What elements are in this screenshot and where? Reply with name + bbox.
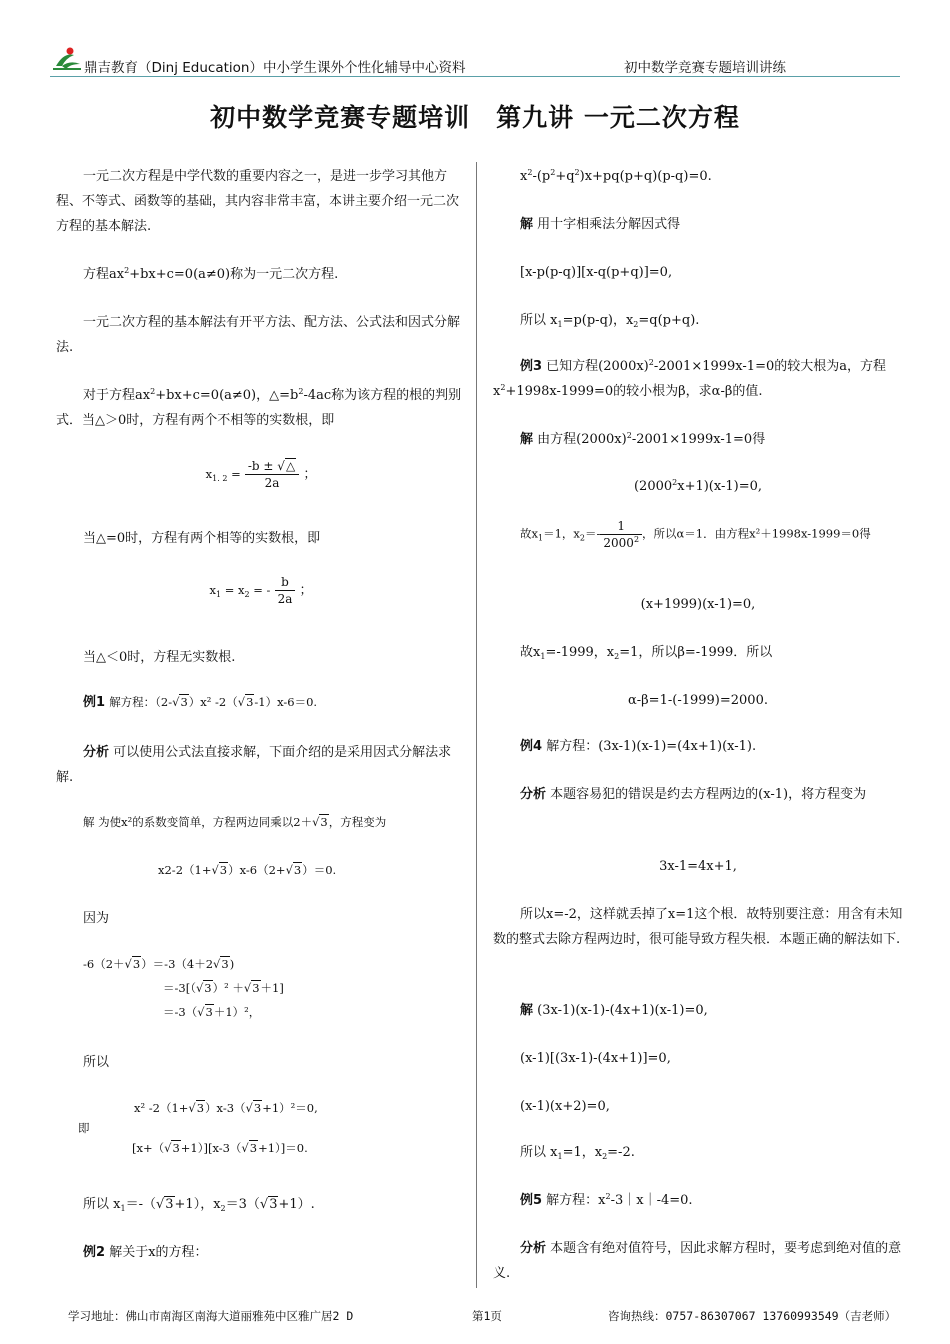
solution-3-beta: 故$x_1=-1999$，$x_2=1$，所以β=-1999．所以 <box>520 645 773 661</box>
solution-1-derivation: -6（2＋√3）＝-3（4＋2√3) ＝-3[（√3）² ＋√3＋1] ＝-3（√3＋1）²， <box>83 957 284 1019</box>
analysis-1: 分析 可以使用公式法直接求解，下面介绍的是采用因式分解法求解. <box>56 745 452 785</box>
solution-2-eq: [x-p(p-q)][x-q(p+q)]=0, <box>520 265 673 280</box>
solution-4-eq2: (x-1)[(3x-1)-(4x+1)]=0, <box>520 1051 671 1066</box>
example-5: 例5 解方程：$x^2-3|x|-4=0$. <box>520 1192 693 1208</box>
no-root-paragraph: 当△＜0时，方程无实数根. <box>83 650 236 665</box>
equal-root-formula: $x_1 = x_2$ = - $\frac{b}{2a}$ ； <box>209 575 313 606</box>
methods-paragraph: 一元二次方程的基本解法有开平方法、配方法、公式法和因式分解法. <box>56 315 461 355</box>
header-left-text: 鼎吉教育（Dinj Education）中小学生课外个性化辅导中心资料 <box>84 60 466 76</box>
definition-paragraph: 方程$ax^2+bx+c=0(a\ne 0)$称为一元二次方程. <box>83 266 339 282</box>
solution-3-answer: α-β=1-(-1999)=2000. <box>628 693 768 708</box>
solution-3-eq1: $(2000^2x+1)(x-1)=0$, <box>633 478 763 494</box>
analysis-5: 分析 本题含有绝对值符号，因此求解方程时，要考虑到绝对值的意义. <box>493 1241 902 1281</box>
solution-1-eq1: x2-2（1+√3）x-6（2+√3）＝0. <box>158 863 337 877</box>
intro-paragraph: 一元二次方程是中学代数的重要内容之一，是进一步学习其他方程、不等式、函数等的基础，其内容非常丰富，本讲主要介绍一元二次方程的基本解法. <box>56 169 460 234</box>
solution-1-so: 所以 <box>83 1055 110 1070</box>
example-1: 例1 解方程：（2-√3）x² -2（√3-1）x-6＝0. <box>83 695 318 710</box>
solution-4-eq3: (x-1)(x+2)=0, <box>520 1099 610 1114</box>
root-formula: $x_{1. 2}$ = $\frac{-b \pm √\triangle}{2a}$ ； <box>205 459 317 490</box>
solution-2-intro: 解 用十字相乘法分解因式得 <box>520 217 681 232</box>
formula-fraction: $\frac{-b \pm √\triangle}{2a}$ <box>245 458 299 491</box>
solution-1-intro: 解 为使x²的系数变简单，方程两边同乘以2＋√3，方程变为 <box>83 815 387 829</box>
page-header <box>50 48 900 77</box>
solution-3-roots: 故$x_1=1$，$x_2=-$ $\frac{1}{2000^2}$ ，所以α＝1．由方程x²＋1998x-1999＝0得 <box>520 519 871 550</box>
logo-icon <box>50 46 84 72</box>
solution-2-result: 所以 $x_1=p(p-q)$，$x_2=q(p+q)$. <box>520 313 700 329</box>
example-2: 例2 解关于x的方程： <box>83 1245 208 1260</box>
example-2-equation: $x^2-(p^2+q^2)x+pq(p+q)(p-q)=0$. <box>520 168 712 184</box>
analysis-4-warning: 所以x=-2，这样就丢掉了x=1这个根．故特别要注意：用含有未知数的整式去除方程两边时，很可能导致方程失根．本题正确的解法如下. <box>493 907 903 947</box>
solution-4-eq1: 解 (3x-1)(x-1)-(4x+1)(x-1)=0, <box>520 1003 708 1018</box>
solution-1-that-is: 即 <box>78 1121 90 1135</box>
example-3: 例3 已知方程$(2000x)^2-2001\times 1999x-1=0$的较大根为a，方程$x^2+1998x-1999=0$的较小根为β，求α-β的值. <box>493 358 886 399</box>
formula-lhs: $x_{1. 2}$ = <box>205 467 241 483</box>
header-right-text: 初中数学竞赛专题培训讲练 <box>624 60 786 76</box>
analysis-4: 分析 本题容易犯的错误是约去方程两边的(x-1)，将方程变为 <box>520 787 867 802</box>
solution-1-because: 因为 <box>83 911 110 926</box>
solution-1-result: 所以 $x_1=-(√3+1)$，$x_2=3(√3+1)$. <box>83 1197 315 1213</box>
page-title: 初中数学竞赛专题培训 第九讲 一元二次方程 <box>210 103 740 132</box>
solution-3-intro: 解 由方程$(2000x)^2-2001\times 1999x-1=0$得 <box>520 431 766 447</box>
footer-address: 学习地址：佛山市南海区南海大道丽雅苑中区雅广居2 D <box>68 1309 354 1323</box>
solution-1-eq2: x² -2（1+√3）x-3（√3+1）²＝0, <box>134 1101 318 1115</box>
footer-phone: 咨询热线：0757-86307067 13760993549（吉老师） <box>608 1309 897 1323</box>
footer-page-number: 第1页 <box>472 1309 502 1323</box>
equal-roots-paragraph: 当△=0时，方程有两个相等的实数根，即 <box>83 531 321 546</box>
solution-4-result: 所以 $x_1=1$，$x_2=-2$. <box>520 1145 635 1161</box>
solution-3-eq2: (x+1999)(x-1)=0, <box>640 597 756 612</box>
solution-1-eq3: [x+（√3+1）][x-3（√3+1）]＝0. <box>132 1141 308 1155</box>
analysis-4-eq: 3x-1=4x+1, <box>659 859 737 874</box>
example-4: 例4 解方程：(3x-1)(x-1)=(4x+1)(x-1). <box>520 739 757 754</box>
discriminant-paragraph: 对于方程$ax^2+bx+c=0(a\ne 0)$，$\triangle=b^2-4ac$称为该方程的根的判别式．当△＞0时，方程有两个不相等的实数根，即 <box>56 387 462 428</box>
